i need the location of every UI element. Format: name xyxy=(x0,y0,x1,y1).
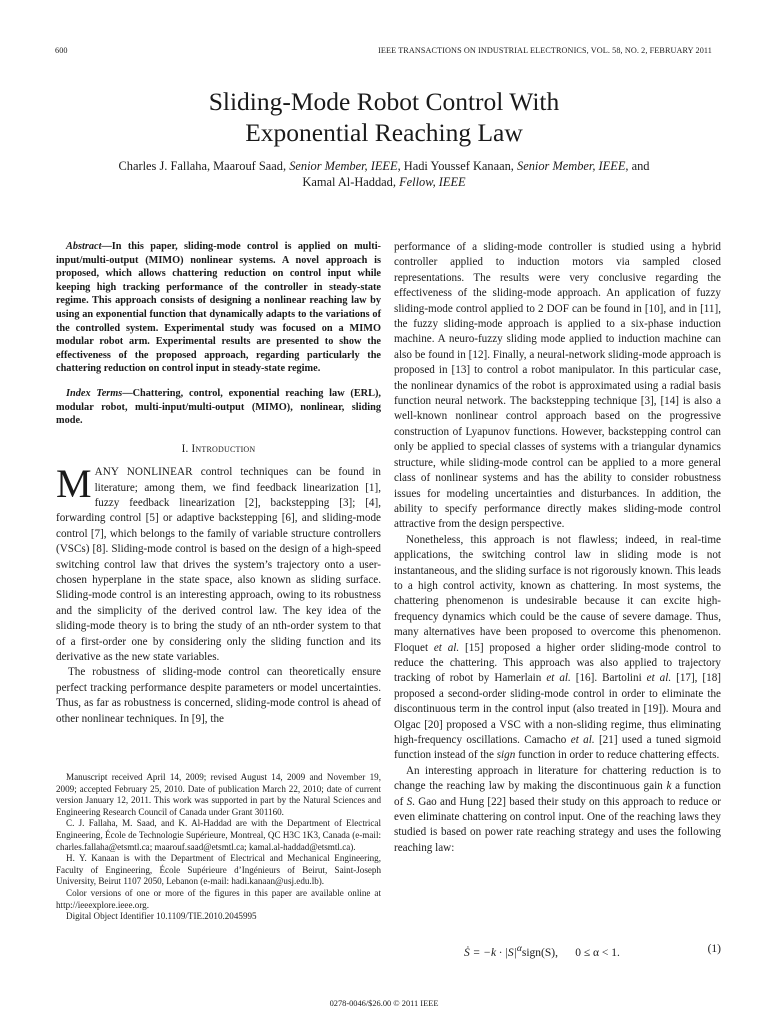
paper-title xyxy=(40,86,728,148)
p2-text-b: [15] proposed a higher order sliding-mode control to reduce the chattering. This approach was also applied to trajectory tracking of robot by Hamerlain xyxy=(394,641,722,685)
abstract-label: Abstract xyxy=(66,241,102,252)
author-names-2: , Hadi Youssef Kanaan, xyxy=(397,159,517,173)
author-list xyxy=(50,158,718,190)
author-and: , and xyxy=(625,159,650,173)
author-role-1: Senior Member, IEEE xyxy=(289,159,398,173)
p2-etal-1: et al. xyxy=(433,641,460,654)
journal-name: IEEE TRANSACTIONS ON INDUSTRIAL ELECTRONICS, VOL. 58, NO. 2, FEBRUARY 2011 xyxy=(378,46,712,55)
intro-text-1: control techniques can be found in literature; among them, we find feedback linearization [1], fuzzy feedback linearization [2], backstepping [3]; [4], forwarding control [5] or adaptive backstepping [6], and sliding-mode control [7], which belongs to the family of variable structure controllers (VSCs) [8]. Sliding-mode control is based on the design of a high-speed switching control law that drives the system’s trajectory onto a user-chosen hyperplane in the state space, also known as sliding surface. Sliding-mode control is an interesting approach, owing to its robustness and the simplicity of the derived control law. The key idea of the sliding-mode theory is to bring the study of an nth-order system to that of a first-order one by considering only the sliding function and its derivative as the new state variables. xyxy=(56,466,381,663)
author-line-2 xyxy=(50,174,718,190)
p3-text-a: An interesting approach in literature for chattering reduction is to change the reaching law by making the discontinuous gain xyxy=(394,764,721,793)
intro-paragraph-2: The robustness of sliding-mode control can theoretically ensure perfect tracking performance despite parameters or model uncertainties. Thus, as far as robustness is concerned, sliding-mode control is ahead of other nonlinear techniques. In [9], the xyxy=(56,666,381,725)
equation-lhs: Ṡ = −k · |S| xyxy=(464,946,517,959)
footnote-affiliation-2: H. Y. Kanaan is with the Department of Electrical and Mechanical Engineering, Faculty of Engineering, École Supérieure d’Ingénieurs of Beirut, Saint-Joseph University, Beirut 1107 2050, Lebanon (e-mail: hadi.kanaan@usj.edu.lb). xyxy=(56,853,381,887)
abstract-text: —In this paper, sliding-mode control is applied on multi-input/multi-output (MIMO) nonlinear systems. A novel approach is proposed, which allows chattering reduction on control input while keeping high tracking performance of the controller in steady-state regime. This approach consists of designing a nonlinear reaching law by using an exponential function that dynamically adapts to the variations of the controlled system. Experimental study was focused on a MIMO modular robot arm. Experimental results are presented to show the effectiveness of the proposed approach, regarding particularly the chattering reduction on control input in steady-state regime. xyxy=(56,241,381,375)
equation-condition: 0 ≤ α < 1. xyxy=(575,946,620,959)
index-terms-label: Index Terms xyxy=(66,387,123,399)
equation-1 xyxy=(394,943,721,961)
right-column xyxy=(394,240,721,856)
p2-etal-2: et al. xyxy=(546,672,571,685)
footnote-color-versions: Color versions of one or more of the figures in this paper are available online at http://ieeexplore.ieee.org. xyxy=(56,887,381,910)
copyright-footer: 0278-0046/$26.00 © 2011 IEEE xyxy=(329,999,439,1008)
right-paragraph-3 xyxy=(394,764,721,856)
footnotes xyxy=(56,772,381,923)
author-role-3: Fellow, IEEE xyxy=(399,175,466,189)
equation-body xyxy=(464,943,620,959)
right-paragraph-2 xyxy=(394,533,721,764)
p2-text-f: function in order to reduce chattering effects. xyxy=(515,749,720,762)
p3-text-b: a function of xyxy=(394,780,721,808)
abstract xyxy=(56,240,381,376)
index-terms-text: —Chattering, control, exponential reaching law (ERL), modular robot, multi-input/multi-output (MIMO), nonlinear, sliding mode. xyxy=(56,387,381,427)
p2-etal-4: et al. xyxy=(570,734,595,746)
index-terms xyxy=(56,387,381,428)
title-line-2: Exponential Reaching Law xyxy=(245,118,523,147)
p2-text-d: [17], [18] proposed a second-order sliding-mode control in order to eliminate the discontinuous term in the control input (also treated in [19]). Moura and Olgac [20] proposed a VSC with a non-sliding regime, thus eliminating high-frequency oscillations. Camacho xyxy=(394,672,721,746)
p2-text-c: [16]. Bartolini xyxy=(570,672,647,685)
section-title: Introduction xyxy=(191,442,256,455)
right-paragraph-1: performance of a sliding-mode controller is studied using a hybrid controller applied to induction motors via sampled closed representations. The results were very conclusive regarding the effectiveness of the sliding-mode approach. An application of fuzzy sliding-mode control applied to 2 DOF can be found in [10], and in [11], the fuzzy sliding-mode approach is applied to a six-phase induction machine. A neuro-fuzzy sliding mode applied to induction machine can also be found in [12]. Finally, a neural-network sliding-mode approach is proposed in [13] to control a robot manipulator. In this particular case, the nonlinear dynamics of the robot is approximated using a radial basis function neural network. The backstepping technique [3], [14] is also a well-known nonlinear control approach based on the progressive construction of Lyapunov functions. However, backstepping control can only be applied to special classes of systems with a triangular dynamics structure, while sliding-mode control can be applied to a more general class of nonlinear systems and has the ability to consider robustness issues for modeling uncertainties and disturbances. In addition, the ability to specify performance directly makes sliding-mode control attractive from the design perspective. xyxy=(394,241,721,531)
equation-number: (1) xyxy=(707,943,721,955)
p2-sign: sign xyxy=(496,749,516,762)
p3-text-c: . Gao and Hung [22] based their study on this approach to reduce or even eliminate chattering on control input. One of the reaching laws they studied is based on power rate reaching strategy and uses the following reaching law: xyxy=(394,795,721,854)
p2-etal-3: et al. xyxy=(646,672,672,685)
author-names-1: Charles J. Fallaha, Maarouf Saad, xyxy=(118,159,290,173)
footnote-manuscript: Manuscript received April 14, 2009; revised August 14, 2009 and November 19, 2009; accepted February 25, 2010. Date of publication March 22, 2010; date of current version January 12, 2011. This work was supported in part by the Natural Sciences and Engineering Research Council of Canada under Grant 301160. xyxy=(56,772,381,817)
section-number: I. xyxy=(181,442,192,455)
intro-paragraph-1 xyxy=(56,461,381,665)
footnote-affiliation-1: C. J. Fallaha, M. Saad, and K. Al-Haddad are with the Department of Electrical Engineering, École de Technologie Supérieure, Montreal, QC H3C 1K3, Canada (e-mail: charles.fallaha@etsmtl.ca; maarouf.saad@etsmtl.ca; kamal.al-haddad@etsmtl.ca). xyxy=(56,818,381,852)
intro-lead-caps: ANY NONLINEAR xyxy=(94,466,193,479)
p3-symbol-k: k xyxy=(666,780,672,793)
left-column xyxy=(56,240,381,727)
equation-exponent: α xyxy=(516,943,522,954)
p2-text-a: Nonetheless, this approach is not flawless; indeed, in real-time applications, the switching control law in sliding mode is not instantaneous, and the sliding surface is not rigorously known. This leads to a high control activity, known as chattering. In most systems, the chattering phenomenon is undesirable because it can excite high-frequency dynamics which could be the cause of severe damage. Thus, many alternatives have been proposed to overcome this phenomenon. Floquet xyxy=(394,533,721,654)
p3-symbol-s: S xyxy=(406,795,413,808)
p2-text-e: [21] used a tuned sigmoid function instead of the xyxy=(394,734,721,762)
page-number: 600 xyxy=(55,46,68,55)
drop-cap: M xyxy=(56,461,92,507)
footnote-doi: Digital Object Identifier 10.1109/TIE.2010.2045995 xyxy=(66,911,257,922)
running-header xyxy=(55,46,712,58)
author-line-1 xyxy=(50,158,718,174)
section-heading-introduction xyxy=(56,442,381,457)
author-role-2: Senior Member, IEEE xyxy=(517,159,626,173)
author-names-3: Kamal Al-Haddad, xyxy=(302,175,400,189)
equation-rhs: sign(S), xyxy=(521,946,558,959)
title-line-1: Sliding-Mode Robot Control With xyxy=(208,87,560,116)
